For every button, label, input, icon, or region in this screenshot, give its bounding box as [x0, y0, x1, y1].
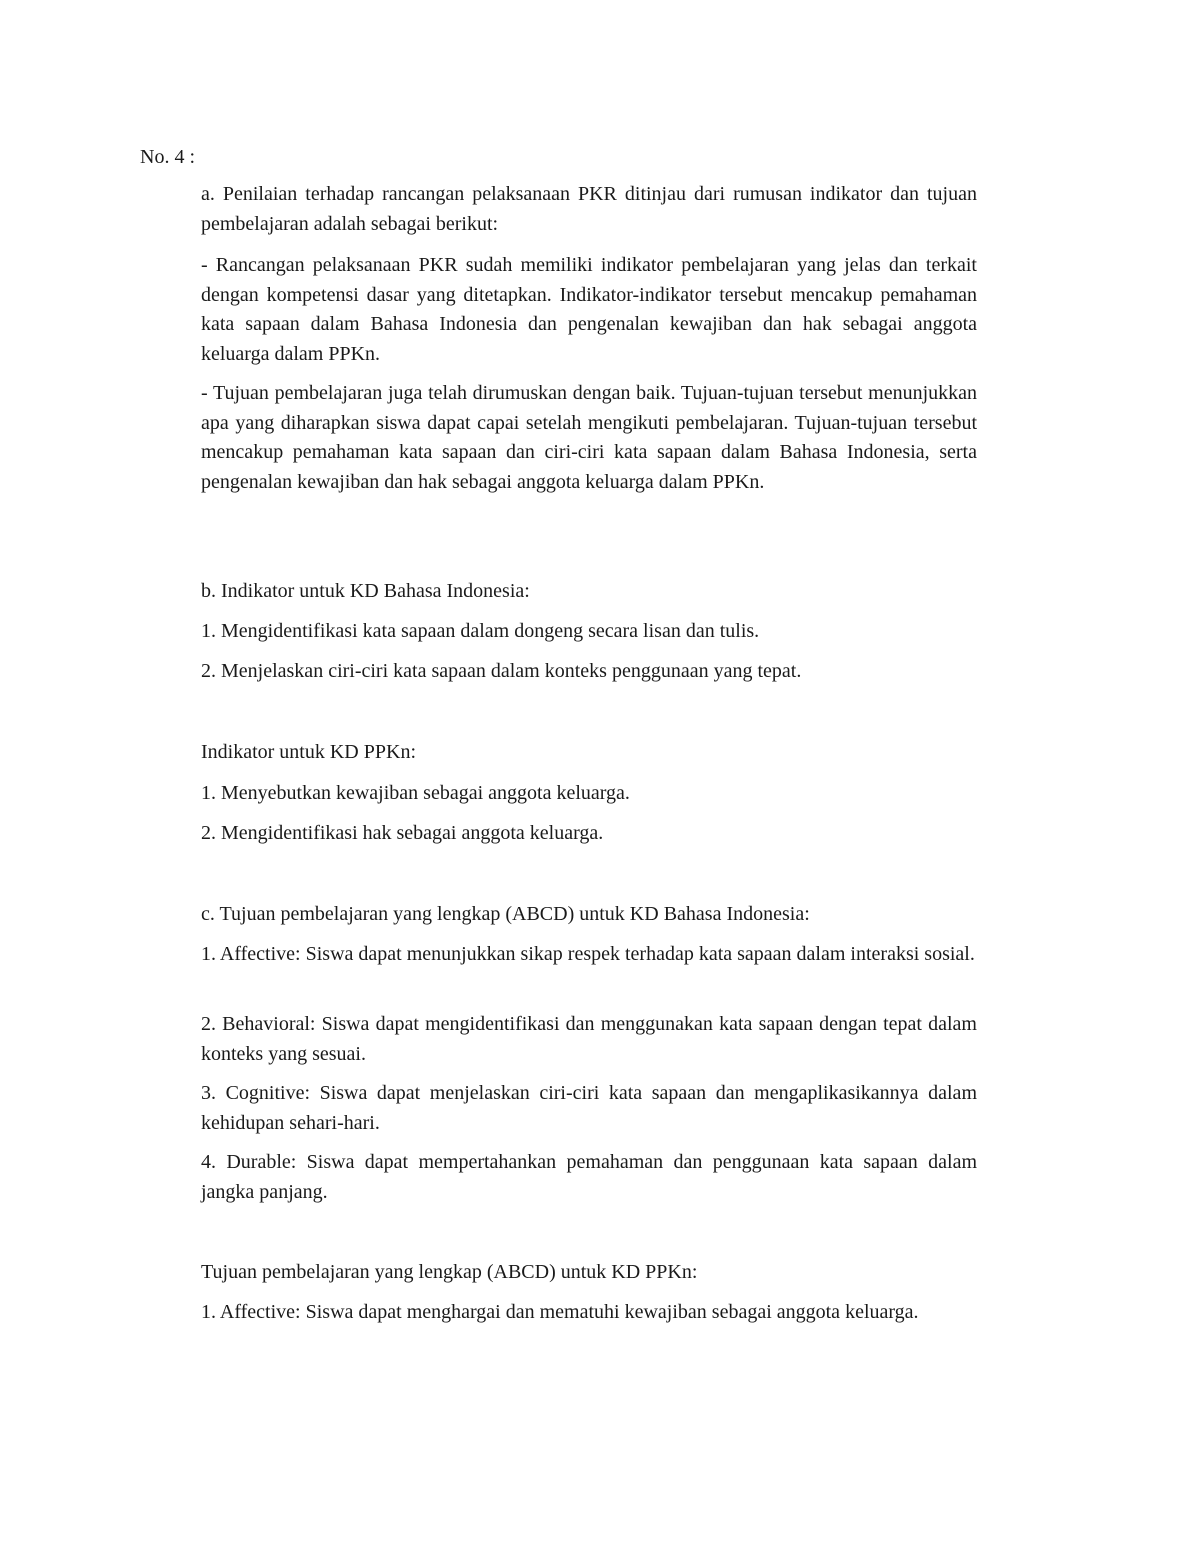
section-c-bahasa-title: c. Tujuan pembelajaran yang lengkap (ABCD) untuk KD Bahasa Indonesia: — [201, 903, 810, 925]
section-c-ppkn-title: Tujuan pembelajaran yang lengkap (ABCD) untuk KD PPKn: — [201, 1261, 698, 1283]
question-heading: No. 4 : — [140, 146, 195, 168]
section-c-bahasa-item-2: 2. Behavioral: Siswa dapat mengidentifikasi dan menggunakan kata sapaan dengan tepat dalam konteks yang sesuai. — [201, 1013, 977, 1065]
section-c-bahasa-item-4: 4. Durable: Siswa dapat mempertahankan pemahaman dan penggunaan kata sapaan dalam jangka panjang. — [201, 1151, 977, 1203]
section-c-ppkn-item-1: 1. Affective: Siswa dapat menghargai dan mematuhi kewajiban sebagai anggota keluarga. — [201, 1301, 919, 1323]
section-c-bahasa-item-3: 3. Cognitive: Siswa dapat menjelaskan ciri-ciri kata sapaan dan mengaplikasikannya dalam kehidupan sehari-hari. — [201, 1082, 977, 1134]
section-b-ppkn-item-2: 2. Mengidentifikasi hak sebagai anggota keluarga. — [201, 822, 604, 844]
section-b-ppkn-item-1: 1. Menyebutkan kewajiban sebagai anggota keluarga. — [201, 782, 630, 804]
section-b-bahasa-item-1: 1. Mengidentifikasi kata sapaan dalam dongeng secara lisan dan tulis. — [201, 620, 760, 642]
section-b-bahasa-title: b. Indikator untuk KD Bahasa Indonesia: — [201, 580, 530, 602]
section-c-bahasa-item-3-line-1 — [201, 1079, 977, 1138]
section-a-point-2: - Tujuan pembelajaran juga telah dirumuskan dengan baik. Tujuan-tujuan tersebut menunjukkan apa yang diharapkan siswa dapat capai setelah mengikuti pembelajaran. Tujuan-tujuan tersebut mencakup pemahaman kata sapaan dan ciri-ciri kata sapaan dalam Bahasa Indonesia, serta pengenalan kewajiban dan hak sebagai anggota keluarga dalam PPKn. — [201, 382, 977, 493]
section-a-intro: a. Penilaian terhadap rancangan pelaksanaan PKR ditinjau dari rumusan indikator dan tujuan pembelajaran adalah sebagai berikut: — [201, 183, 977, 235]
section-c-bahasa-item-1: 1. Affective: Siswa dapat menunjukkan sikap respek terhadap kata sapaan dalam interaksi sosial. — [201, 943, 975, 965]
section-b-ppkn-title: Indikator untuk KD PPKn: — [201, 741, 416, 763]
section-a-point-1: - Rancangan pelaksanaan PKR sudah memiliki indikator pembelajaran yang jelas dan terkait dengan kompetensi dasar yang ditetapkan. Indikator-indikator tersebut mencakup pemahaman kata sapaan dalam Bahasa Indonesia dan pengenalan kewajiban dan hak sebagai anggota keluarga dalam PPKn. — [201, 254, 977, 365]
section-b-bahasa-item-2: 2. Menjelaskan ciri-ciri kata sapaan dalam konteks penggunaan yang tepat. — [201, 660, 802, 682]
